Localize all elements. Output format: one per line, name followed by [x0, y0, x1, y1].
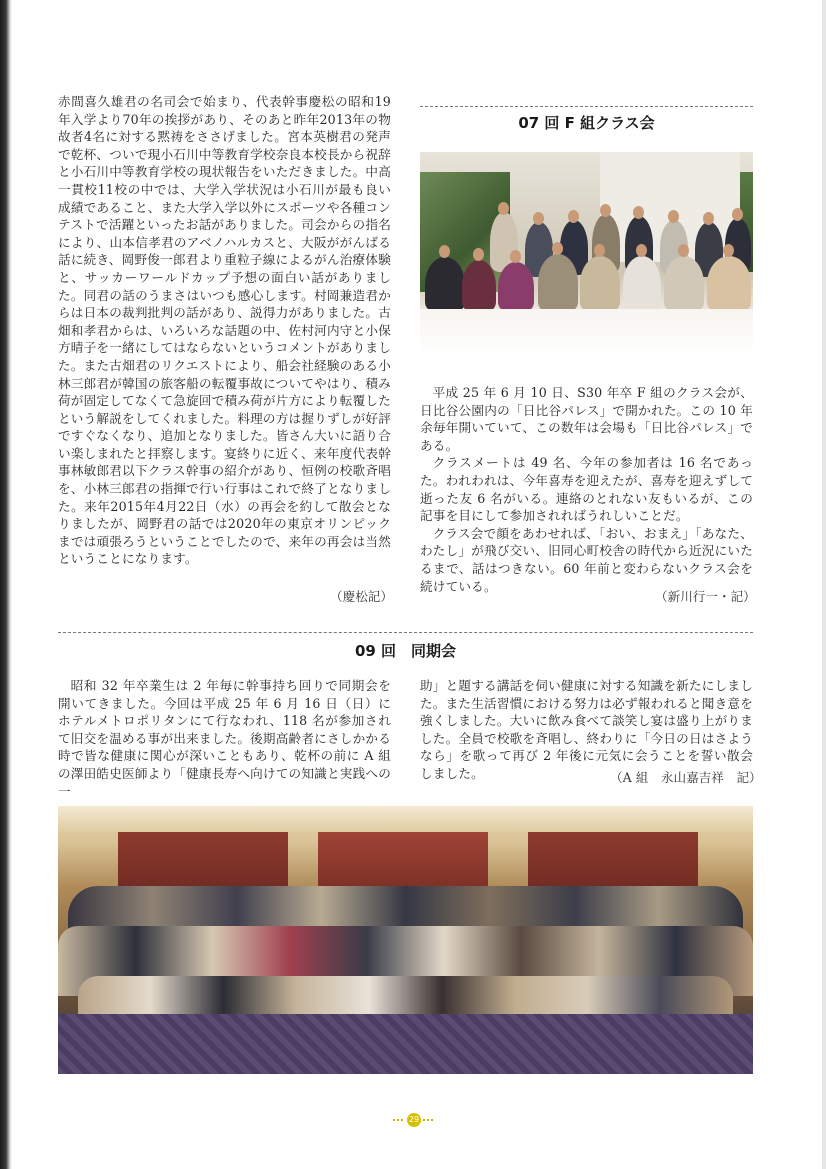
photo-carpet	[58, 1014, 753, 1074]
person-head	[473, 248, 484, 261]
person-figure	[425, 257, 465, 312]
person-head	[668, 210, 679, 223]
section-09-title: 09 回 同期会	[354, 642, 457, 660]
section-09-left-text	[58, 677, 391, 799]
person-head	[600, 204, 611, 217]
section-07-paragraph-2: クラスメートは 49 名、今年の参加者は 16 名であった。われわれは、今年喜寿を迎えたが、喜寿を迎えずして逝った友 6 名がいる。連絡のとれない友もいるが、この記事を目にして参加されればうれしいことだ。	[420, 455, 753, 524]
person-head	[594, 244, 605, 257]
page-right-edge	[822, 0, 826, 1169]
photo-table	[420, 309, 753, 357]
person-figure	[707, 256, 751, 312]
person-figure	[498, 262, 534, 312]
person-figure	[538, 254, 578, 312]
person-head	[732, 208, 743, 221]
class-reunion-photo	[420, 152, 753, 357]
person-figure	[623, 256, 661, 312]
person-figure	[664, 256, 704, 312]
page-binding-edge	[0, 0, 12, 1169]
section-09-signature: （A 組 永山嘉吉祥 記）	[610, 770, 762, 785]
section-07-paragraph-1: 平成 25 年 6 月 10 日、S30 年卒 F 組のクラス会が、日比谷公園内の「日比谷パレス」で開かれた。この 10 年余毎年開いていて、この数年は会場も「日比谷パレス」である。	[420, 385, 753, 453]
section-07-body	[420, 384, 753, 594]
page-number-dots-right	[423, 1119, 435, 1121]
left-article-signature: （慶松記）	[330, 589, 393, 604]
person-head	[678, 244, 689, 257]
page-number-dots-left	[393, 1119, 405, 1121]
reunion-group-photo	[58, 806, 753, 1074]
section-09-right-paragraph: 助」と題する講話を伺い健康に対する知識を新たにしました。また生活習慣における努力は必ず報われると聞き意を強くしました。大いに飲み食べて談笑し宴は盛り上がりました。全員で校歌を斉唱し、終わりに「今日の日はさようなら」を歌って再び 2 年後に元気に会うことを誓い散会しました。	[420, 678, 753, 781]
page-number	[395, 1112, 431, 1128]
person-head	[552, 242, 563, 255]
person-head	[533, 212, 544, 225]
person-head	[498, 202, 509, 215]
person-figure	[462, 260, 496, 312]
section-07-title: 07 回 F 組クラス会	[518, 114, 655, 132]
section-07-signature: （新川行一・記）	[655, 589, 756, 604]
section-09-left-paragraph: 昭和 32 年卒業生は 2 年毎に幹事持ち回りで同期会を開いてきました。今回は平成 25 年 6 月 16 日（日）にホテルメトロポリタンにて行なわれ、118 名が参加されて旧交を温める事が出来ました。後期高齢者にさしかかる時で皆な健康に関心が深いこともあり、乾杯の前に A 組の澤田皓史医師より「健康長寿へ向けての知識と実践への一	[58, 678, 391, 799]
person-head	[510, 250, 521, 263]
person-head	[723, 244, 734, 257]
section-07-paragraph-3: クラス会で顔をあわせれば、「おい、おまえ」「あなた、わたし」が飛び交い、旧同心町校舎の時代から近況にいたるまで、話はつきない。60 年前と変わらないクラス会を続けている。	[420, 525, 753, 594]
person-head	[439, 245, 450, 258]
person-figure	[580, 256, 620, 312]
photo-ceiling	[58, 806, 753, 832]
person-head	[568, 210, 579, 223]
page-number-badge: 29	[407, 1113, 421, 1127]
left-article-paragraph: 赤間喜久雄君の名司会で始まり、代表幹事慶松の昭和19年入学より70年の挨拶があり、そのあと昨年2013年の物故者4名に対する黙祷をささげました。宮本英樹君の発声で乾杯、ついで現小石川中等教育学校奈良本校長から祝辞と小石川中等教育学校の現状報告をいただきました。中高一貫校11校の中では、大学入学状況は小石川が最も良い成績であること、また大学入学以外にスポーツや各種コンテストで活躍といったお話がありました。司会からの指名により、山本信孝君のアベノハルカスと、大阪ががんばる話に続き、岡野俊一郎君より重粒子線によるがん治療体験と、サッカーワールドカップ予想の面白い話がありました。同君の話のうまさはいつも感心します。村岡兼造君からは日本の裁判批判の話があり、説得力がありました。古畑和孝君からは、いろいろな話題の中、佐村河内守と小保方晴子を一緒にしてはならないというコメントがありました。また古畑君のリクエストにより、船会社経験のある小林三郎君が韓国の旅客船の転覆事故についてやはり、積み荷が固定してなくて急旋回で積み荷が片方により転覆したという解説をしてくれました。料理の方は握りずしが好評ですぐなくなり、追加となりました。皆さん大いに語り合い楽しまれたと拝察します。宴終りに近く、来年度代表幹事林敏郎君以下クラス幹事の紹介があり、恒例の校歌斉唱を、小林三郎君の指揮で行い行事はこれで終了となりました。来年2015年4月22日（水）の再会を約して散会となりましたが、岡野君の話では2020年の東京オリンピックまでは頑張ろうということでしたので、来年の再会は当然ということになります。	[58, 94, 391, 567]
person-head	[636, 244, 647, 257]
person-head	[633, 206, 644, 219]
person-head	[703, 212, 714, 225]
section-09-rule	[58, 632, 753, 633]
left-article	[58, 93, 391, 583]
section-07-rule	[420, 106, 753, 107]
